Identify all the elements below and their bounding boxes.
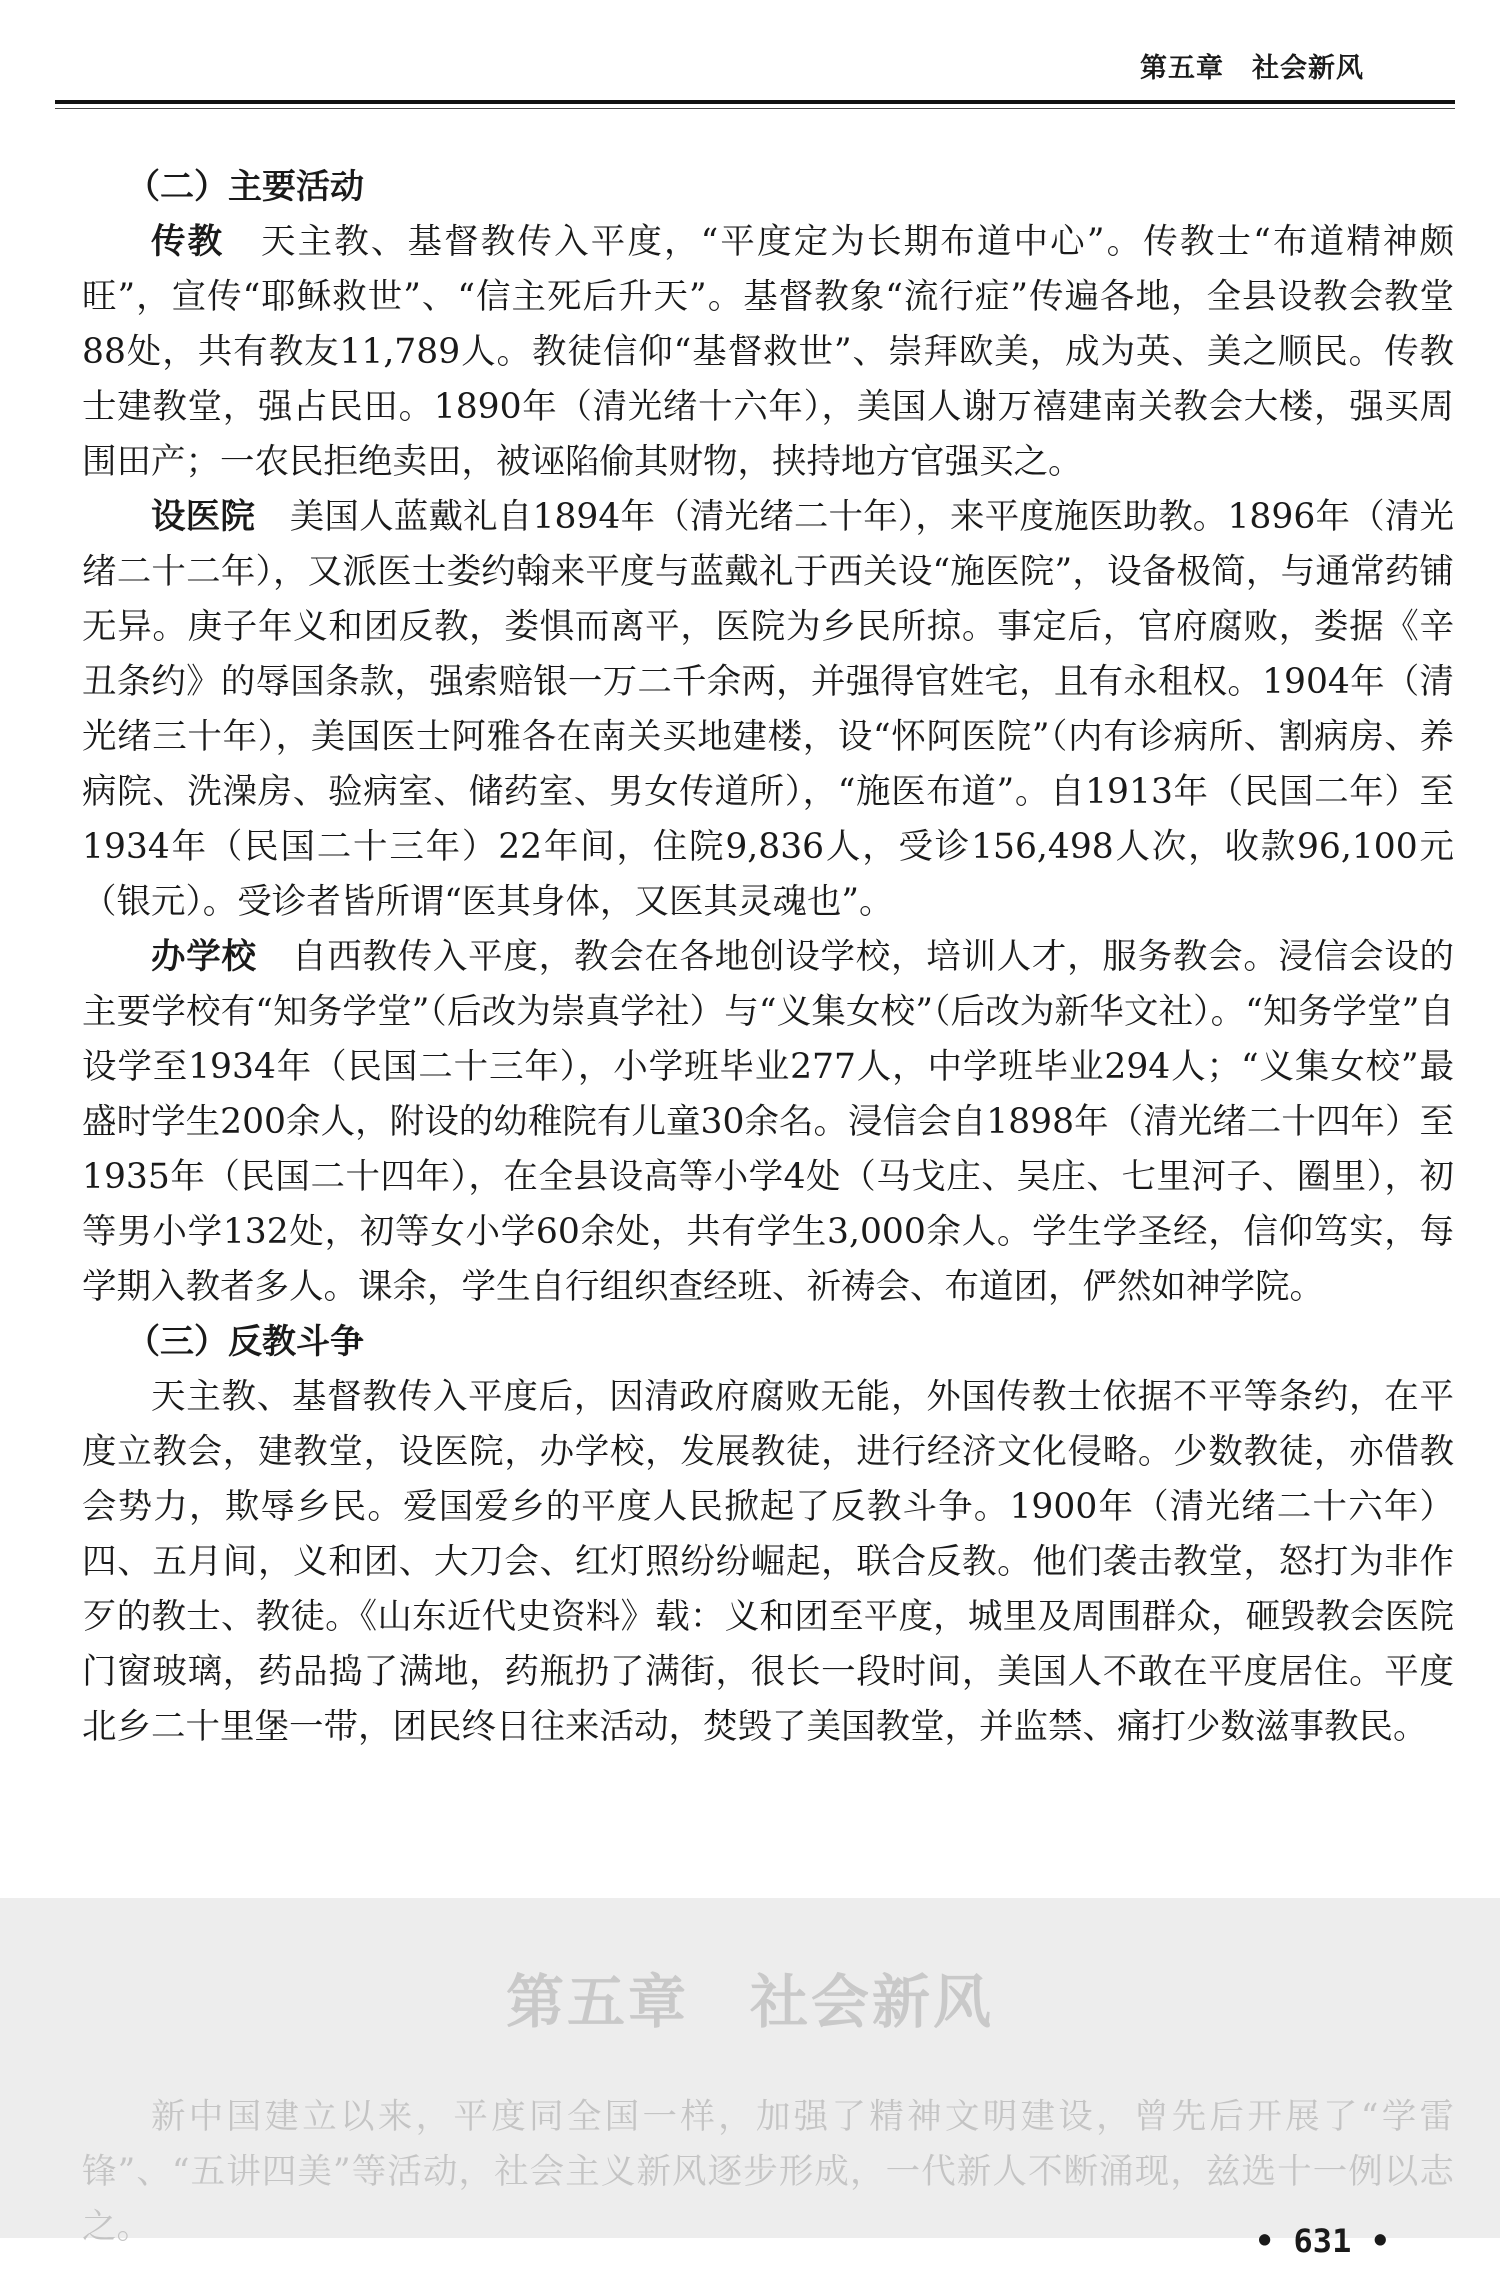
paragraph-hospital [82,490,1454,930]
paragraph-text: 自西教传入平度，教会在各地创设学校，培训人才，服务教会。浸信会设的主要学校有“知务学堂”（后改为崇真学社）与“义集女校”（后改为新华文社）。“知务学堂”自设学至1934年（民国二十三年），小学班毕业277人，中学班毕业294人；“义集女校”最盛时学生200余人，附设的幼稚院有儿童30余名。浸信会自1898年（清光绪二十四年）至1935年（民国二十四年），在全县设高等小学4处（马戈庄、吴庄、七里河子、圈里），初等男小学132处，初等女小学60余处，共有学生3,000余人。学生学圣经，信仰笃实，每学期入教者多人。课余，学生自行组织查经班、祈祷会、布道团，俨然如神学院。 [82,937,1455,1307]
page-number: • 631 • [1255,2222,1390,2260]
chapter-intro [82,2090,1454,2255]
section-heading-activities: （二）主要活动 [126,167,364,207]
paragraph-text: 美国人蓝戴礼自1894年（清光绪二十年），来平度施医助教。1896年（清光绪二十二年），又派医士娄约翰来平度与蓝戴礼于西关设“施医院”，设备极简，与通常药铺无异。庚子年义和团反教，娄惧而离平，医院为乡民所掠。事定后，官府腐败，娄据《辛丑条约》的辱国条款，强索赔银一万二千余两，并强得官姓宅，且有永租权。1904年（清光绪三十年），美国医士阿雅各在南关买地建楼，设“怀阿医院”（内有诊病所、割病房、养病院、洗澡房、验病室、储药室、男女传道所），“施医布道”。自1913年（民国二年）至1934年（民国二十三年）22年间，住院9,836人，受诊156,498人次，收款96,100元（银元）。受诊者皆所谓“医其身体，又医其灵魂也”。 [82,497,1454,922]
paragraph-text: 天主教、基督教传入平度，“平度定为长期布道中心”。传教士“布道精神颇旺”，宣传“耶稣救世”、“信主死后升天”。基督教象“流行症”传遍各地，全县设教会教堂88处，共有教友11,789人。教徒信仰“基督救世”、崇拜欧美，成为英、美之顺民。传教士建教堂，强占民田。1890年（清光绪十六年），美国人谢万禧建南关教会大楼，强买周围田产；一农民拒绝卖田，被诬陷偷其财物，挟持地方官强买之。 [82,222,1455,482]
paragraph-lead: 办学校 [151,937,257,977]
header-rule-thin [55,108,1455,109]
header-rule [55,100,1455,104]
paragraph-lead: 设医院 [151,497,256,537]
chapter-intro-text: 新中国建立以来，平度同全国一样，加强了精神文明建设，曾先后开展了“学雷锋”、“五讲四美”等活动，社会主义新风逐步形成，一代新人不断涌现，兹选十一例以志之。 [82,2097,1454,2247]
main-content [82,160,1454,1755]
paragraph-schools [82,930,1454,1315]
running-head: 第五章 社会新风 [1140,53,1364,84]
paragraph-resistance: 天主教、基督教传入平度后，因清政府腐败无能，外国传教士依据不平等条约，在平度立教会，建教堂，设医院，办学校，发展教徒，进行经济文化侵略。少数教徒，亦借教会势力，欺辱乡民。爱国爱乡的平度人民掀起了反教斗争。1900年（清光绪二十六年）四、五月间，义和团、大刀会、红灯照纷纷崛起，联合反教。他们袭击教堂，怒打为非作歹的教士、教徒。《山东近代史资料》载：义和团至平度，城里及周围群众，砸毁教会医院门窗玻璃，药品捣了满地，药瓶扔了满街，很长一段时间，美国人不敢在平度居住。平度北乡二十里堡一带，团民终日往来活动，焚毁了美国教堂，并监禁、痛打少数滋事教民。 [82,1377,1454,1747]
chapter-title: 第五章 社会新风 [505,1968,994,2036]
section-heading-resistance: （三）反教斗争 [126,1322,364,1362]
paragraph-lead: 传教 [151,222,225,262]
paragraph-missionary [82,215,1454,490]
